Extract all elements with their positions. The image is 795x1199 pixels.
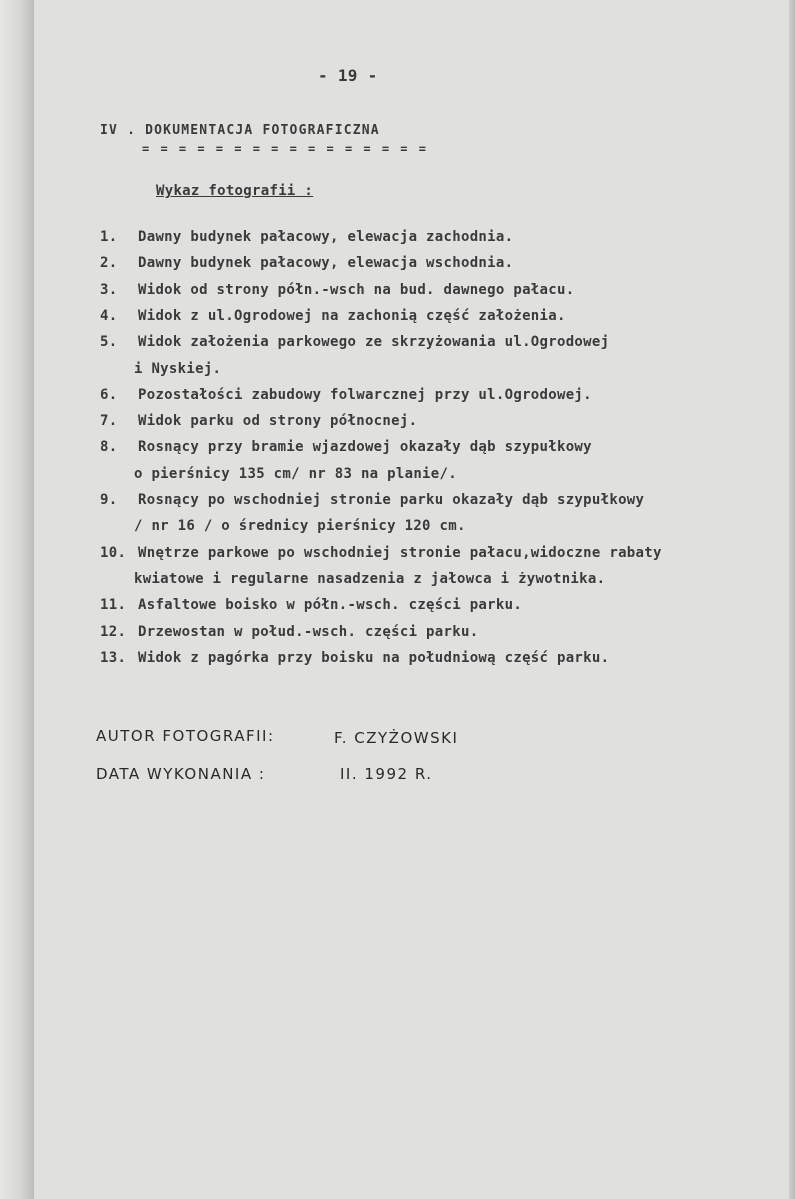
list-item-number: 1. <box>100 229 118 245</box>
list-item <box>100 308 566 324</box>
page-right-edge <box>789 0 795 1199</box>
list-item-continuation: kwiatowe i regularne nasadzenia z jałowca i żywotnika. <box>134 570 606 587</box>
list-item-text: Drzewostan w połud.-wsch. części parku. <box>138 623 479 640</box>
list-item-text: Wnętrze parkowe po wschodniej stronie pałacu,widoczne rabaty <box>138 544 662 561</box>
section-title: IV . DOKUMENTACJA FOTOGRAFICZNA <box>100 123 380 138</box>
list-item-number: 10. <box>100 544 127 561</box>
list-item <box>100 624 478 640</box>
list-item-number: 5. <box>100 334 118 351</box>
list-item-text: Widok od strony półn.-wsch na bud. dawnego pałacu. <box>138 281 575 298</box>
list-item <box>100 229 513 245</box>
list-item-number: 7. <box>100 413 118 430</box>
list-item-number: 3. <box>100 281 118 298</box>
page-number: - 19 - <box>318 66 378 85</box>
list-item-number: 2. <box>100 255 118 272</box>
section-title-underline: = = = = = = = = = = = = = = = = <box>142 142 428 156</box>
list-title: Wykaz fotografii : <box>156 183 314 199</box>
list-item-continuation: i Nyskiej. <box>134 360 222 377</box>
list-item-number: 6. <box>100 386 118 403</box>
date-value: II. 1992 R. <box>340 765 433 783</box>
date-label: DATA WYKONANIA : <box>96 765 266 783</box>
list-item-text: Asfaltowe boisko w półn.-wsch. części parku. <box>138 597 523 614</box>
list-item <box>100 439 592 455</box>
list-item <box>100 597 522 613</box>
author-value: F. CZYŻOWSKI <box>334 729 459 747</box>
list-item-continuation: o pierśnicy 135 cm/ nr 83 na planie/. <box>134 465 457 482</box>
list-item <box>100 545 662 561</box>
list-item-number: 12. <box>100 623 127 640</box>
page-left-edge <box>0 0 34 1199</box>
list-item-text: Widok parku od strony północnej. <box>138 413 418 430</box>
list-item-text: Dawny budynek pałacowy, elewacja zachodnia. <box>138 229 514 245</box>
list-item-number: 9. <box>100 492 118 508</box>
list-item-text: Widok z ul.Ogrodowej na zachonią część założenia. <box>138 307 566 324</box>
list-item-number: 13. <box>100 649 127 666</box>
list-item-number: 4. <box>100 307 118 324</box>
list-item <box>100 387 592 403</box>
list-item <box>100 650 609 666</box>
list-item-text: Widok z pagórka przy boisku na południową część parku. <box>138 649 610 666</box>
author-label: AUTOR FOTOGRAFII: <box>96 727 275 745</box>
list-item-number: 11. <box>100 597 127 614</box>
list-item-text: Rosnący przy bramie wjazdowej okazały dąb szypułkowy <box>138 439 592 456</box>
list-item-text: Pozostałości zabudowy folwarcznej przy ul.Ogrodowej. <box>138 386 592 403</box>
list-item-text: Dawny budynek pałacowy, elewacja wschodnia. <box>138 255 514 272</box>
list-item <box>100 413 417 429</box>
list-item <box>100 492 644 508</box>
list-item <box>100 282 574 298</box>
list-item <box>100 334 609 350</box>
list-item-text: Widok założenia parkowego ze skrzyżowania ul.Ogrodowej <box>138 334 610 351</box>
list-item-continuation: / nr 16 / o średnicy pierśnicy 120 cm. <box>134 518 466 535</box>
list-item-text: Rosnący po wschodniej stronie parku okazały dąb szypułkowy <box>138 492 645 508</box>
list-item-number: 8. <box>100 439 118 456</box>
list-item <box>100 255 513 271</box>
